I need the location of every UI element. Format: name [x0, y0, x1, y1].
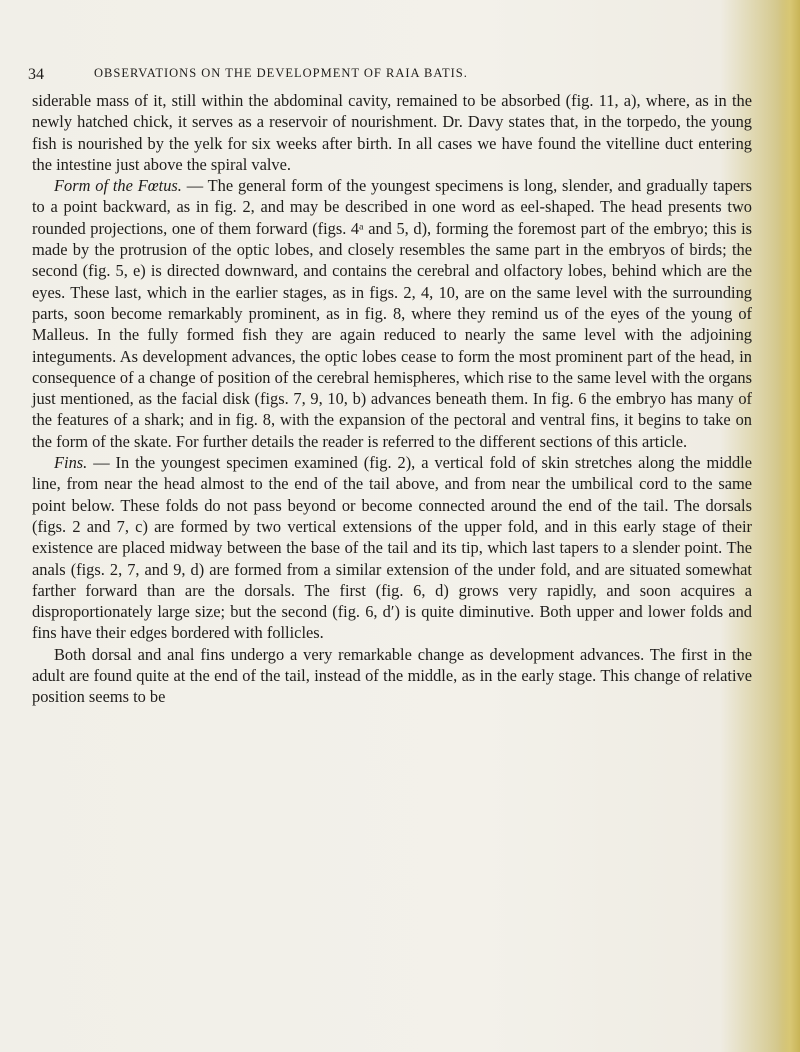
- paragraph-form-text: — The general form of the youngest specimens is long, slender, and gradually tapers to a point backward, as in fig. 2, and may be described in one word as eel-shaped. The head presents two rounded projections, one of them forward (figs. 4ᵃ and 5, d), forming the foremost part of the embryo; this is made by the protrusion of the optic lobes, and closely resembles the same part in the embryos of birds; the second (fig. 5, e) is directed downward, and contains the cerebral and olfactory lobes, behind which are the eyes. These last, which in the earlier stages, as in figs. 2, 4, 10, are on the same level with the surrounding parts, soon become remarkably prominent, as in fig. 8, where they remind us of the eyes of the young of Malleus. In the fully formed fish they are again reduced to nearly the same level with the adjoining integuments. As development advances, the optic lobes cease to form the most prominent part of the head, in consequence of a change of position of the cerebral hemispheres, which rise to the same level with the organs just mentioned, as the facial disk (figs. 7, 9, 10, b) advances beneath them. In fig. 6 the embryo has many of the features of a shark; and in fig. 8, with the expansion of the pectoral and ventral fins, it begins to take on the form of the skate. For further details the reader is referred to the different sections of this article.: [32, 176, 752, 451]
- paragraph-fin-change: [32, 644, 752, 708]
- page-header: [28, 62, 758, 84]
- running-title: OBSERVATIONS ON THE DEVELOPMENT OF RAIA BATIS.: [94, 66, 468, 80]
- paragraph-fin-change-text: Both dorsal and anal fins undergo a very remarkable change as development advances. The first in the adult are found quite at the end of the tail, instead of the middle, as in the early stage. This change of relative position seems to be: [32, 644, 752, 707]
- paragraph-fins-text: — In the youngest specimen examined (fig. 2), a vertical fold of skin stretches along the middle line, from near the head almost to the end of the tail above, and from near the umbilical cord to the same point below. These folds do not pass beyond or become connected around the end of the tail. The dorsals (figs. 2 and 7, c) are formed by two vertical extensions of the upper fold, and in this early stage of their existence are placed midway between the base of the tail and its tip, which last tapers to a slender point. The anals (figs. 2, 7, and 9, d) are formed from a similar extension of the under fold, and are situated somewhat farther forward than are the dorsals. The first (fig. 6, d) grows very rapidly, and soon acquires a disproportionately large size; but the second (fig. 6, d′) is quite diminutive. Both upper and lower folds and fins have their edges bordered with follicles.: [32, 453, 752, 643]
- page-edge: [778, 0, 800, 1052]
- paragraph-form-of-foetus: [32, 175, 752, 452]
- page-number: 34: [28, 66, 44, 83]
- section-heading-fins: Fins.: [54, 453, 88, 473]
- section-heading-form: Form of the Fœtus.: [54, 176, 182, 196]
- paragraph-yolk: [32, 90, 752, 175]
- paragraph-fins: [32, 452, 752, 644]
- paragraph-yolk-text: siderable mass of it, still within the abdominal cavity, remained to be absorbed (fig. 11, a), where, as in the newly hatched chick, it serves as a reservoir of nourishment. Dr. Davy states that, in the torpedo, the young fish is nourished by the yelk for six weeks after birth. In all cases we have found the vitelline duct entering the intestine just above the spiral valve.: [32, 91, 752, 174]
- body-text: [32, 90, 752, 708]
